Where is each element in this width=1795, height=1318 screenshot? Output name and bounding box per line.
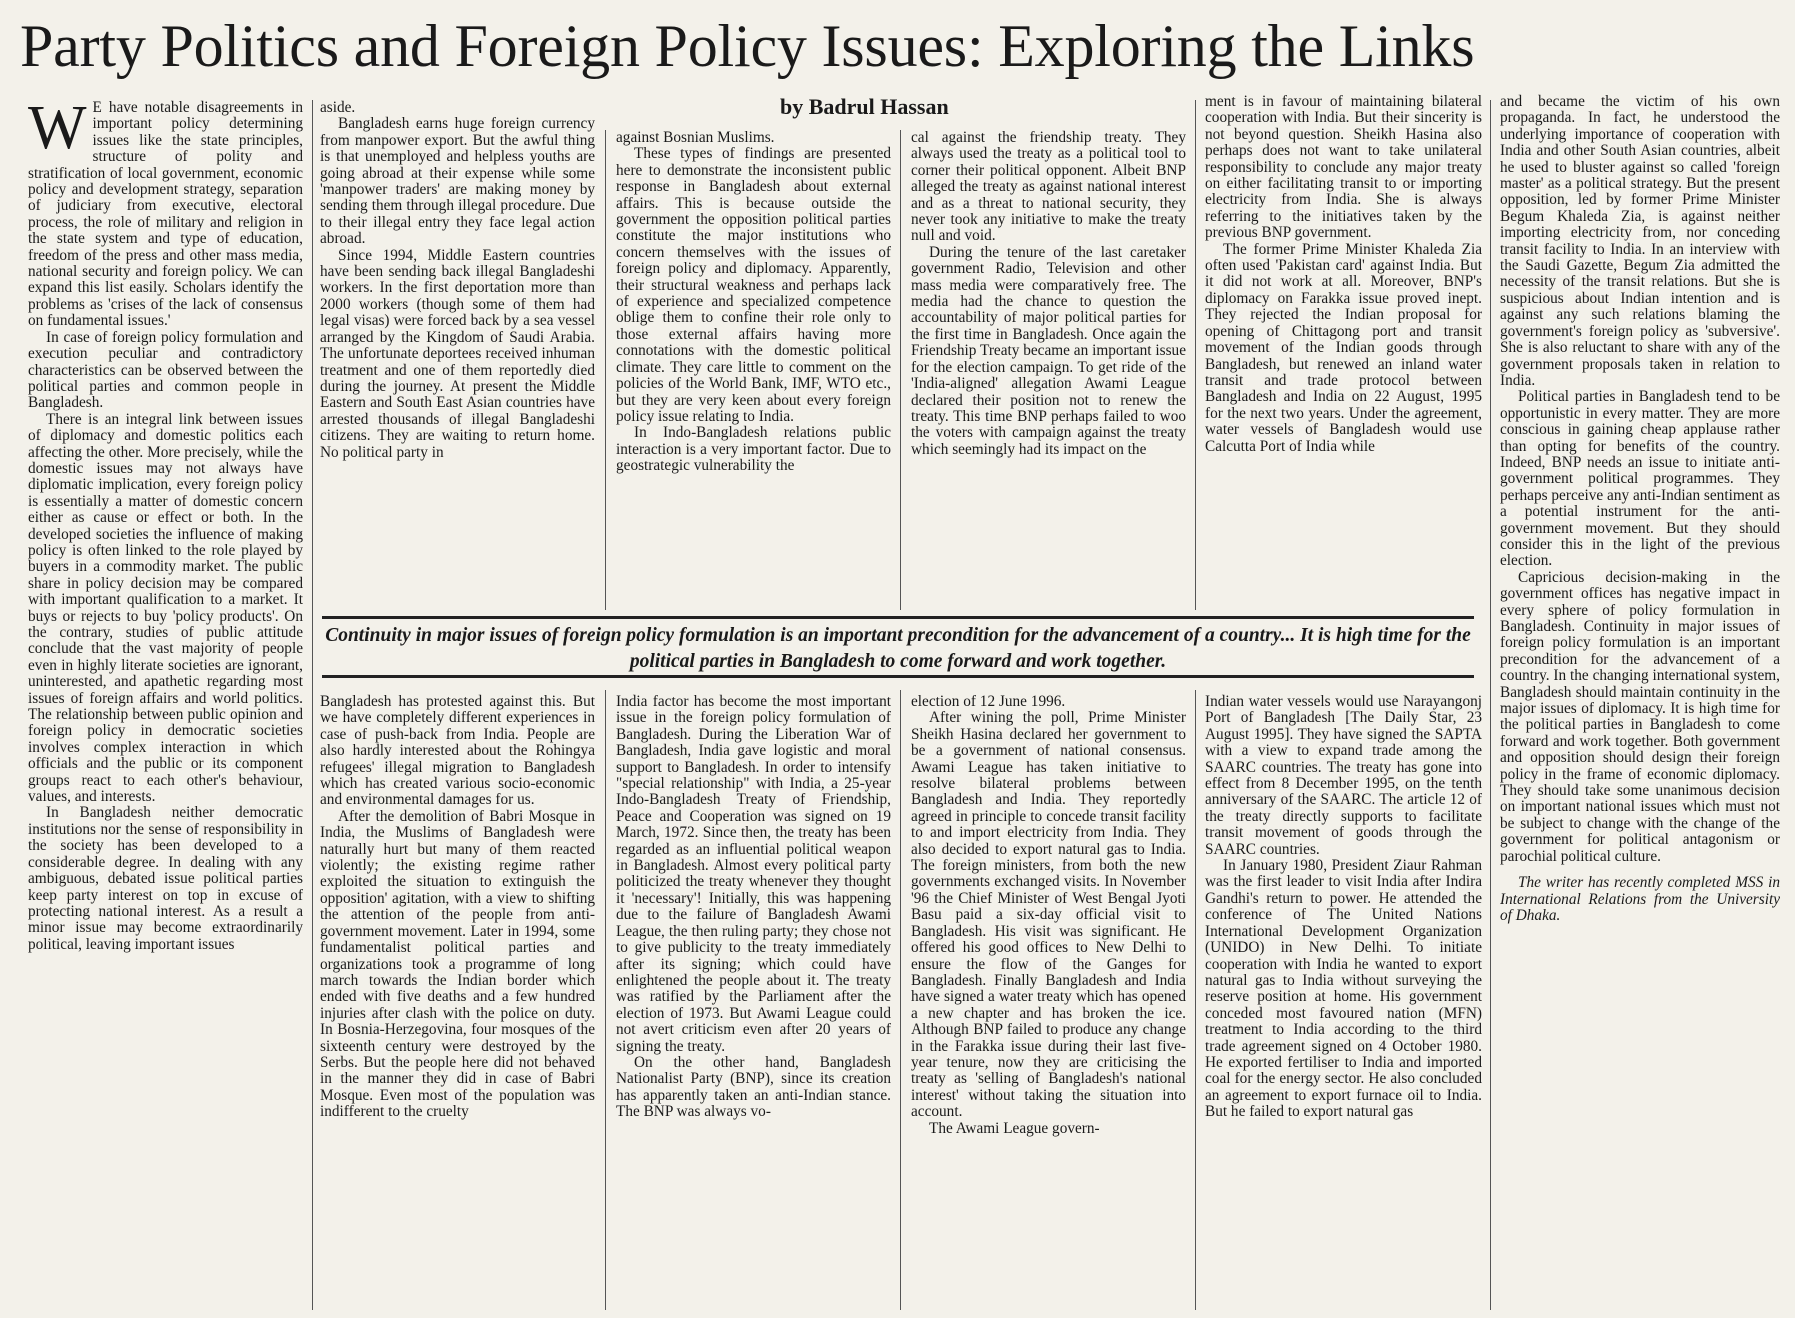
- column-rule: [1195, 100, 1196, 610]
- column-rule: [900, 690, 901, 1310]
- article-paragraph: In Indo-Bangladesh relations public interaction is a very important factor. Due to geostrategic vulnerability the: [616, 424, 891, 475]
- article-paragraph: cal against the friendship treaty. They always used the treaty as a political tool to corner their political opponent. Albeit BNP alleged the treaty as against national interest and as a threat to national security, they never took any initiative to make the treaty null and void.: [911, 130, 1186, 245]
- article-paragraph: In January 1980, President Ziaur Rahman was the first leader to visit India after Indira Gandhi's return to power. He attended the conference of The United Nations International Development Organization (UNIDO) in New Delhi. To initiate cooperation with India he wanted to export natural gas to India without surveying the reserve position at home. His government conceded most favoured nation (MFN) treatment to India according to the third trade agreement signed on 4 October 1980. He exported fertiliser to India and imported coal for the energy sector. He also concluded an agreement to export furnace oil to India. But he failed to export natural gas: [1205, 857, 1482, 1121]
- article-column-4-top: [911, 130, 1186, 610]
- article-paragraph: During the tenure of the last caretaker government Radio, Television and other mass media were comparatively free. The media had the chance to question the accountability of major political parties for the first time in Bangladesh. Once again the Friendship Treaty became an important issue for the election campaign. To get ride of the 'India-aligned' allegation Awami League declared their position not to renew the treaty. This time BNP perhaps failed to woo the voters with campaign against the treaty which seemingly had its impact on the: [911, 243, 1186, 458]
- article-paragraph: In case of foreign policy formulation and execution peculiar and contradictory characteristics can be observed between the political parties and common people in Bangladesh.: [28, 328, 303, 412]
- article-column-2-top: [320, 100, 595, 610]
- article-paragraph: After wining the poll, Prime Minister Sheikh Hasina declared her government to be a government of national consensus. Awami League has taken initiative to resolve bilateral problems between Bangladesh and India. They reportedly agreed in principle to concede transit facility to and import electricity from India. They also decided to export natural gas to India. The foreign ministers, from both the new governments exchanged visits. In November '96 the Chief Minister of West Bengal Jyoti Basu paid a six-day official visit to Bangladesh. His visit was significant. He offered his good offices to New Delhi to ensure the flow of the Ganges for Bangladesh. Finally Bangladesh and India have signed a water treaty which has opened a new chapter and has broken the ice. Although BNP failed to produce any change in the Farakka issue during their last five-year tenure, now they are criticising the treaty as 'selling of Bangladesh's national interest' without taking the situation into account.: [911, 709, 1186, 1121]
- article-paragraph: Bangladesh earns huge foreign currency from manpower export. But the awful thing is that unemployed and helpless youths are going abroad at their expense while some 'manpower traders' are making money by sending them through illegal procedure. Due to their illegal entry they face legal action abroad.: [320, 115, 595, 248]
- article-paragraph: The former Prime Minister Khaleda Zia often used 'Pakistan card' against India. But it did not work at all. Moreover, BNP's diplomacy on Farakka issue proved inept. They rejected the Indian proposal for opening of Chittagong port and transit movement of the Indian goods through Bangladesh, but renewed an inland water transit and trade protocol between Bangladesh and India on 22 August, 1995 for the next two years. Under the agreement, water vessels of Bangladesh would use Calcutta Port of India while: [1205, 240, 1482, 455]
- byline: by Badrul Hassan: [780, 94, 949, 119]
- column-rule: [1195, 690, 1196, 1310]
- article-column-5-bottom: [1205, 694, 1482, 1310]
- article-column-6: [1500, 94, 1780, 1310]
- article-paragraph: India factor has become the most important issue in the foreign policy formulation of Bangladesh. During the Liberation War of Bangladesh, India gave logistic and moral support to Bangladesh. In order to intensify "special relationship" with India, a 25-year Indo-Bangladesh Treaty of Friendship, Peace and Cooperation was signed on 19 March, 1972. Since then, the treaty has been regarded as an influential political weapon in Bangladesh. Almost every political party politicized the treaty whenever they thought it 'necessary'! Initially, this was happening due to the failure of Bangladesh Awami League, the then ruling party; they chose not to give publicity to the treaty immediately after its signing; which could have enlightened the people about it. The treaty was ratified by the Parliament after the election of 1973. But Awami League could not avert criticism even after 20 years of signing the treaty.: [616, 694, 891, 1055]
- article-paragraph: Capricious decision-making in the government offices has negative impact in every sphere of policy formulation in Bangladesh. Continuity in major issues of foreign policy formulation is an important precondition for the advancement of a country. In the changing international system, Bangladesh should maintain continuity in the major issues of diplomacy. It is high time for the political parties in Bangladesh to come forward and work together. Both government and opposition should design their foreign policy in the frame of economic diplomacy. They should take some unanimous decision on important national issues which must not be subject to change with the change of the government for political antagonism or parochial political culture.: [1500, 568, 1780, 865]
- column-rule: [605, 690, 606, 1310]
- article-paragraph: Bangladesh has protested against this. But we have completely different experiences in case of push-back from India. People are also hardly interested about the Rohingya refugees' illegal migration to Bangladesh which has created various socio-economic and environmental damages for us.: [320, 694, 595, 809]
- article-column-3-bottom: [616, 694, 891, 1310]
- article-paragraph: On the other hand, Bangladesh Nationalist Party (BNP), since its creation has apparently taken an anti-Indian stance. The BNP was always vo-: [616, 1053, 891, 1121]
- article-paragraph: After the demolition of Babri Mosque in India, the Muslims of Bangladesh were naturally hurt but many of them reacted violently; the existing regime rather exploited the situation to extinguish the opposition' agitation, with a view to shifting the attention of the people from anti-government movement. Later in 1994, some fundamentalist political parties and organizations took a programme of long march towards the Indian border which ended with five deaths and a few hundred injuries after clash with the police on duty. In Bosnia-Herzegovina, four mosques of the sixteenth century were destroyed by the Serbs. But the people here did not behaved in the manner they did in case of Babri Mosque. Even most of the population was indifferent to the cruelty: [320, 807, 595, 1121]
- article-paragraph: Political parties in Bangladesh tend to be opportunistic in every matter. They are more conscious in gaining cheap applause rather than opting for benefits of the country. Indeed, BNP needs an issue to initiate anti-government political programmes. They perhaps perceive any anti-Indian sentiment as a potential instrument for the anti-government movement. But they should consider this in the light of the previous election.: [1500, 388, 1780, 570]
- article-paragraph: These types of findings are presented here to demonstrate the inconsistent public response in Bangladesh about external affairs. This is because outside the government the opposition political parties constitute the major institutions who concern themselves with the issues of foreign policy and diplomacy. Apparently, their structural weakness and perhaps lack of experience and specialized competence oblige them to confine their role only to those external affairs having more connotations with the domestic political climate. They care little to comment on the policies of the World Bank, IMF, WTO etc., but they are very keen about every foreign policy issue relating to India.: [616, 145, 891, 425]
- article-paragraph: Indian water vessels would use Narayangonj Port of Bangladesh [The Daily Star, 23 August 1995]. They have signed the SAPTA with a view to expand trade among the SAARC countries. The treaty has gone into effect from 8 December 1995, on the tenth anniversary of the SAARC. The article 12 of the treaty directly supports to facilitate transit movement of goods through the SAARC countries.: [1205, 694, 1482, 858]
- article-paragraph: The Awami League govern-: [929, 1119, 1100, 1137]
- author-note: The writer has recently completed MSS in International Relations from the University of Dhaka.: [1500, 874, 1780, 924]
- article-paragraph: and became the victim of his own propaganda. In fact, he understood the underlying importance of cooperation with India and other South Asian countries, albeit he used to bluster against so called 'foreign master' as a political strategy. But the present opposition, led by former Prime Minister Begum Khaleda Zia, is against neither importing electricity from, nor conceding transit facility to India. In an interview with the Saudi Gazette, Begum Zia admitted the necessity of the transit relations. But she is suspicious about Indian intention and is against any such relations blaming the government's foreign policy as 'subversive'. She is also reluctant to share with any of the government proposals taken in relation to India.: [1500, 94, 1780, 389]
- column-rule: [605, 130, 606, 610]
- pull-quote: Continuity in major issues of foreign policy formulation is an important precondition for the advancement of a country... It is high time for the political parties in Bangladesh to come forward and work together.: [322, 616, 1474, 678]
- headline: Party Politics and Foreign Policy Issues: Exploring the Links: [20, 13, 1475, 79]
- column-rule: [900, 130, 901, 610]
- article-column-3-top: [616, 130, 891, 610]
- article-column-4-bottom: [911, 694, 1186, 1310]
- article-column-2-bottom: [320, 694, 595, 1310]
- article-paragraph: election of 12 June 1996.: [911, 694, 1066, 710]
- column-rule: [312, 100, 313, 1310]
- article-paragraph: aside.: [320, 100, 356, 116]
- article-paragraph: against Bosnian Muslims.: [616, 130, 775, 146]
- column-rule: [1490, 100, 1491, 1310]
- article-paragraph: Since 1994, Middle Eastern countries have been sending back illegal Bangladeshi workers. In the first deportation more than 2000 workers (though some of them had legal visas) were forced back by a sea vessel arranged by the Kingdom of Saudi Arabia. The unfortunate deportees received inhuman treatment and one of them reportedly died during the journey. At present the Middle Eastern and South East Asian countries have arrested thousands of illegal Bangladeshi citizens. They are waiting to return home. No political party in: [320, 246, 595, 461]
- article-paragraph: ment is in favour of maintaining bilateral cooperation with India. But their sincerity is not beyond question. Sheikh Hasina also perhaps does not want to take unilateral responsibility to conclude any major treaty on either facilitating transit to or importing electricity from India. She is always referring to the initiatives taken by the previous BNP government.: [1205, 94, 1482, 242]
- drop-cap: W: [28, 100, 87, 162]
- article-paragraph: There is an integral link between issues of diplomacy and domestic politics each affecting the other. More precisely, while the domestic issues may not always have diplomatic implication, every foreign policy is essentially a matter of domestic concern either as cause or effect or both. In the developed societies the influence of making policy is often linked to the role played by buyers in a commodity market. The public share in policy decision may be compared with important qualification to a market. It buys or rejects to buy 'policy products'. On the contrary, studies of public attitude conclude that the vast majority of people even in highly literate societies are ignorant, uninterested, and apathetic regarding most issues of foreign affairs and world politics. The relationship between public opinion and foreign policy in democratic societies involves complex interaction in which officials and the public or its component groups react to each other's behaviour, values, and interests.: [28, 410, 303, 806]
- article-column-1: [28, 100, 303, 1310]
- article-paragraph: W E have notable disagreements in important policy determining issues like the state principles, structure of polity and stratification of local government, economic policy and development strategy, separation of judiciary from executive, electoral process, the role of military and religion in the state system and type of education, freedom of the press and other mass media, national security and foreign policy. We can expand this list easily. Scholars identify the problems as 'crises of the lack of consensus on fundamental issues.': [28, 100, 303, 330]
- article-column-5-top: [1205, 94, 1482, 610]
- article-paragraph: In Bangladesh neither democratic institutions nor the sense of responsibility in the society has been developed to a considerable degree. In dealing with any ambiguous, debated issue political parties keep party interest on top in excuse of protecting national interest. As a result a minor issue may become extraordinarily political, leaving important issues: [28, 804, 303, 953]
